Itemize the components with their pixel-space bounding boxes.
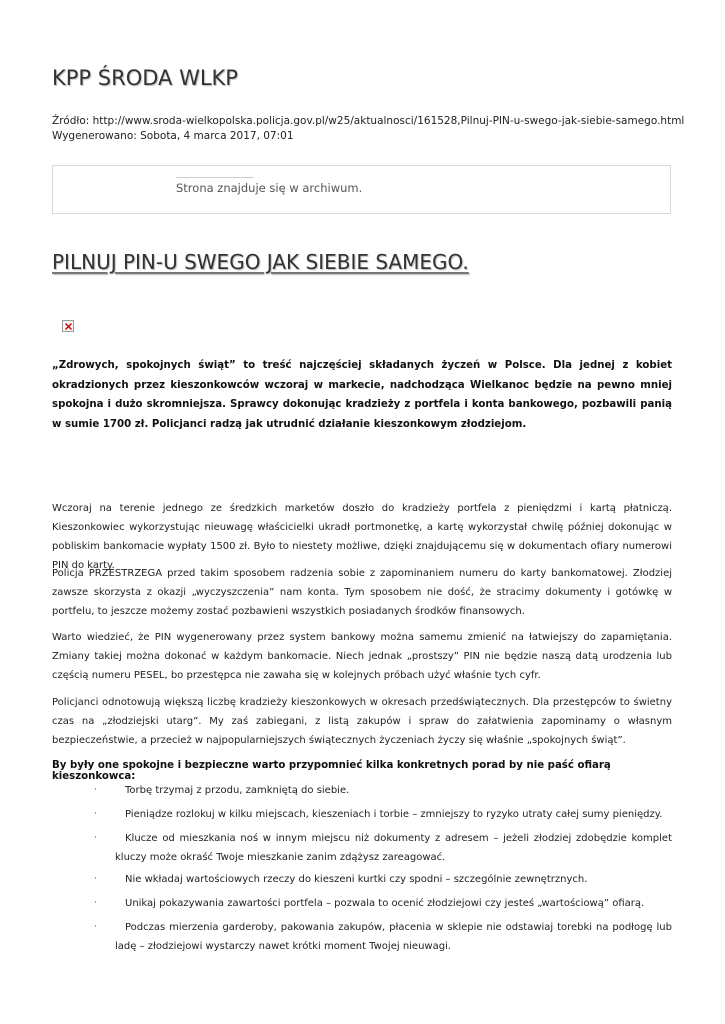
tip-item bbox=[94, 781, 672, 800]
paragraph-4: Policjanci odnotowują większą liczbę kradzieży kieszonkowych w okresach przedświątecznych. Dla przestępców to świetny czas na „złodziejski utarg”. My zaś zabiegani, z listą zakupów i spraw do załatwienia zapominamy o własnym bezpieczeństwie, a przecież w najpopularniejszych świątecznych życzeniach życzy się właśnie „spokojnych świąt”. bbox=[52, 697, 672, 746]
paragraph-2: Policja PRZESTRZEGA przed takim sposobem radzenia sobie z zapominaniem numeru do karty bankomatowej. Złodziej zawsze skorzysta z okazji „wyczyszczenia” nam konta. Tym sposobem nie dość, że stracimy dokumenty i gotówkę w portfelu, to jeszcze możemy zostać pozbawieni wszystkich posiadanych środków finansowych. bbox=[52, 568, 672, 617]
bullet-icon: · bbox=[94, 833, 97, 843]
bullet-icon: · bbox=[94, 922, 97, 932]
broken-image-icon bbox=[62, 320, 74, 332]
generated-line: Wygenerowano: Sobota, 4 marca 2017, 07:01 bbox=[52, 130, 294, 142]
tip-item bbox=[94, 805, 672, 824]
tip-text: Podczas mierzenia garderoby, pakowania zakupów, płacenia w sklepie nie odstawiaj torebki na podłogę lub ladę – złodziejowi wystarczy nawet krótki moment Twojej nieuwagi. bbox=[115, 922, 672, 952]
article-title[interactable]: PILNUJ PIN-U SWEGO JAK SIEBIE SAMEGO. bbox=[52, 250, 469, 274]
bullet-icon: · bbox=[94, 874, 97, 884]
tip-text: Pieniądze rozlokuj w kilku miejscach, kieszeniach i torbie – zmniejszy to ryzyko utraty całej sumy pieniędzy. bbox=[125, 809, 663, 820]
tip-item bbox=[94, 918, 672, 956]
tip-item bbox=[94, 894, 672, 913]
bullet-icon: · bbox=[94, 809, 97, 819]
tips-heading: By były one spokojne i bezpieczne warto przypomnieć kilka konkretnych porad by nie paść ofiarą kieszonkowca: bbox=[52, 760, 611, 782]
tip-text: Klucze od mieszkania noś w innym miejscu niż dokumenty z adresem – jeżeli złodziej zdobędzie komplet kluczy może okraść Twoje mieszkanie zanim zdążysz zareagować. bbox=[115, 833, 672, 863]
paragraph-3: Warto wiedzieć, że PIN wygenerowany przez system bankowy można samemu zmienić na łatwiejszy do zapamiętania. Zmiany takiej można dokonać w każdym bankomacie. Niech jednak „prostszy” PIN nie będzie naszą datą urodzenia lub częścią numeru PESEL, bo przestępca nie zawaha się w kolejnych próbach użyć właśnie tych cyfr. bbox=[52, 632, 672, 681]
tip-text: Nie wkładaj wartościowych rzeczy do kieszeni kurtki czy spodni – szczególnie zewnętrznych. bbox=[125, 874, 588, 885]
tip-text: Torbę trzymaj z przodu, zamkniętą do siebie. bbox=[125, 785, 350, 796]
source-line: Źródło: http://www.sroda-wielkopolska.policja.gov.pl/w25/aktualnosci/161528,Pilnuj-PIN-u-swego-jak-siebie-samego.html bbox=[52, 115, 685, 127]
tip-item bbox=[94, 870, 672, 889]
bullet-icon: · bbox=[94, 785, 97, 795]
archive-notice-box bbox=[52, 165, 671, 214]
archive-notice: Strona znajduje się w archiwum. bbox=[176, 181, 363, 195]
source-meta bbox=[52, 114, 684, 144]
archive-divider bbox=[176, 177, 254, 178]
article-lead: „Zdrowych, spokojnych świąt” to treść najczęściej składanych życzeń w Polsce. Dla jednej z kobiet okradzionych przez kieszonkowców wczoraj w markecie, nadchodząca Wielkanoc będzie na pewno mniej spokojna i dużo skromniejsza. Sprawcy dokonując kradzieży z portfela i konta bankowego, pozbawili panią w sumie 1700 zł. Policjanci radzą jak utrudnić działanie kieszonkowym złodziejom. bbox=[52, 360, 672, 430]
paragraph-1: Wczoraj na terenie jednego ze średzkich marketów doszło do kradzieży portfela z pieniędzmi i kartą płatniczą. Kieszonkowiec wykorzystując nieuwagę właścicielki ukradł portmonetkę, a kartę wykorzystał chwilę później dokonując w pobliskim bankomacie wypłaty 1500 zł. Było to niestety możliwe, dzięki znajdującemu się w dokumentach ofiary numerowi PIN do karty. bbox=[52, 503, 672, 571]
site-title: KPP ŚRODA WLKP bbox=[52, 66, 238, 90]
tip-item bbox=[94, 829, 672, 867]
tip-text: Unikaj pokazywania zawartości portfela – pozwala to ocenić złodziejowi czy jesteś „wartościową” ofiarą. bbox=[125, 898, 645, 909]
bullet-icon: · bbox=[94, 898, 97, 908]
